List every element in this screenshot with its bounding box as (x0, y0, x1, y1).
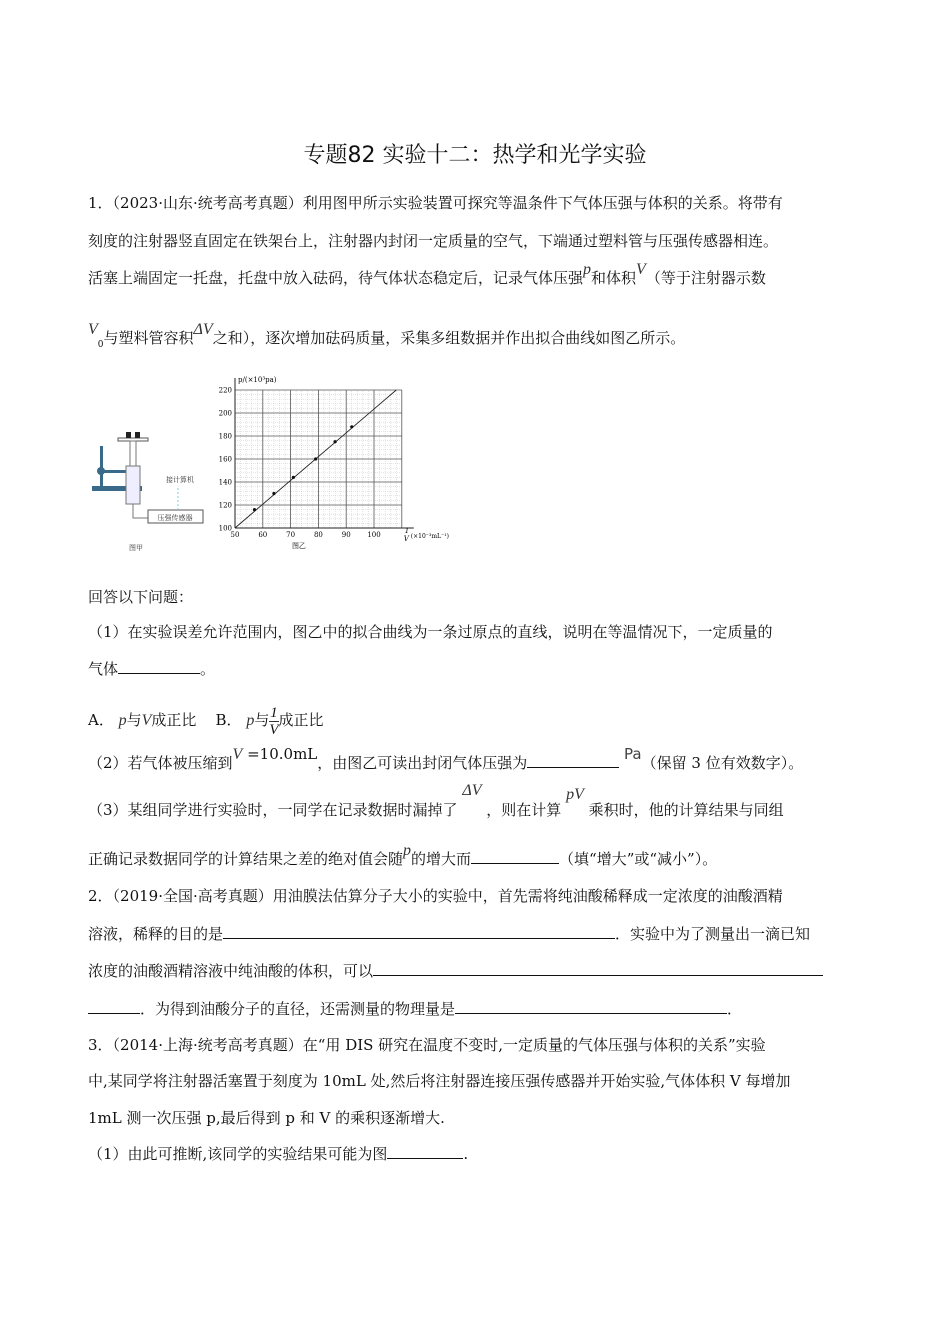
x-axis-label-num: 1 (404, 527, 410, 535)
text: 气体 (88, 660, 119, 678)
text: （保留 3 位有效数字）。 (641, 754, 804, 772)
answer-blank[interactable] (223, 923, 615, 939)
y-tick-label: 120 (218, 501, 232, 510)
fig-jia-caption: 图甲 (129, 544, 143, 552)
x-tick-label: 60 (258, 531, 268, 539)
page-title: 专题82 实验十二：热学和光学实验 (303, 143, 647, 168)
text: 浓度的油酸酒精溶液中纯油酸的体积，可以 (88, 962, 374, 980)
options (88, 703, 324, 738)
y-tick-label: 220 (218, 386, 232, 395)
data-point (314, 457, 317, 460)
sub3-line1 (88, 782, 784, 821)
math-value: =10.0mL (242, 745, 318, 763)
text: 与 (126, 711, 142, 729)
sub2 (88, 745, 804, 774)
answer-blank[interactable] (373, 960, 823, 976)
y-tick-label: 200 (218, 409, 232, 418)
x-tick-label: 100 (367, 531, 381, 539)
numerator: 1 (270, 704, 278, 721)
y-axis-label: p/(×10³pa) (238, 376, 277, 384)
text: 乘积时，他的计算结果与同组 (588, 801, 784, 819)
denominator: V (269, 721, 279, 738)
text: . (463, 1145, 469, 1163)
x-tick-label: 90 (341, 531, 351, 539)
math-V: V (232, 746, 243, 763)
math-dV: ΔV (193, 321, 213, 338)
q3-line2: 中,某同学将注射器活塞置于刻度为 10mL 处,然后将注射器连接压强传感器并开始实验,气体体积 V 每增加 (88, 1072, 791, 1090)
math-V0: V (88, 321, 98, 338)
fraction (269, 705, 278, 738)
x-axis-label-den: V (403, 535, 409, 543)
plunger (130, 441, 136, 466)
math-p: p (403, 842, 412, 859)
text: 溶液，稀释的目的是 (88, 925, 224, 943)
option-a-label: A． (88, 711, 114, 729)
text: 与塑料管容积 (103, 329, 194, 347)
sensor-label: 压强传感器 (157, 514, 193, 522)
text: 成正比 (151, 711, 197, 729)
q3-sub1 (88, 1143, 468, 1164)
fig-yi-caption: 图乙 (291, 542, 306, 550)
text: ，则在计算 (486, 801, 562, 819)
text: ，由图乙可读出封闭气体压强为 (317, 754, 528, 772)
math-V: V (141, 712, 152, 729)
answer-blank[interactable] (387, 1143, 463, 1159)
math-sub: 0 (97, 340, 104, 350)
text: （3）某组同学进行实验时，一同学在记录数据时漏掉了 (88, 801, 458, 819)
q2-line4 (88, 998, 742, 1019)
x-tick-label: 70 (286, 531, 296, 539)
answer-blank[interactable] (471, 848, 559, 864)
math-p: p (583, 261, 592, 278)
answer-blank[interactable] (455, 998, 727, 1014)
y-tick-label: 140 (218, 478, 232, 487)
y-tick-label: 160 (218, 455, 232, 464)
text: （填“增大”或“减小”）。 (559, 850, 718, 868)
text: 活塞上端固定一托盘，托盘中放入砝码，待气体状态稳定后，记录气体压强 (88, 269, 584, 287)
q3-line1: 3．（2014·上海·统考高考真题）在“用 DIS 研究在温度不变时,一定质量的气体压强与体积的关系”实验 (88, 1036, 766, 1054)
text: （1）由此可推断,该同学的实验结果可能为图 (88, 1145, 388, 1163)
text: 。 (200, 660, 216, 678)
option-b-label: B． (215, 711, 242, 729)
text: （2）若气体被压缩到 (88, 754, 233, 772)
answer-blank[interactable] (527, 752, 619, 768)
computer-label: 接计算机 (166, 476, 194, 484)
text: ．为得到油酸分子的直径，还需测量的物理量是 (140, 1000, 456, 1018)
sub3-line2 (88, 842, 718, 870)
text: ． (727, 1000, 743, 1018)
x-axis-label-unit: (×10⁻³mL⁻¹) (410, 533, 449, 540)
chart-figure (219, 376, 449, 550)
sub1-line1: （1）在实验误差允许范围内，图乙中的拟合曲线为一条过原点的直线，说明在等温情况下，一定质量的 (88, 623, 773, 641)
data-point (272, 492, 275, 495)
text: 与 (254, 711, 270, 729)
q2-line1: 2．（2019·全国·高考真题）用油膜法估算分子大小的实验中，首先需将纯油酸稀释成一定浓度的油酸酒精 (88, 887, 783, 905)
q2-line2 (88, 923, 810, 944)
math-dV: ΔV (462, 782, 482, 799)
data-point (292, 476, 295, 479)
text: 的增大而 (411, 850, 472, 868)
text: 正确记录数据同学的计算结果之差的绝对值会随 (88, 850, 404, 868)
apparatus-figure (92, 432, 203, 552)
y-tick-label: 100 (218, 524, 232, 533)
math-p: p (118, 712, 127, 729)
q1-line3 (88, 261, 766, 289)
tube (133, 504, 148, 518)
weight (135, 432, 140, 438)
x-tick-label: 50 (230, 531, 240, 539)
weight (126, 432, 131, 438)
data-point (333, 440, 336, 443)
q1-line4 (88, 321, 686, 355)
x-tick-label: 80 (313, 531, 323, 539)
syringe (126, 466, 140, 504)
data-point (253, 508, 256, 511)
text: ．实验中为了测量出一滴已知 (615, 925, 811, 943)
q1-line1: 1．（2023·山东·统考高考真题）利用图甲所示实验装置可探究等温条件下气体压强与体积的关系。将带有 (88, 194, 783, 212)
q1-line2: 刻度的注射器竖直固定在铁架台上，注射器内封闭一定质量的空气，下端通过塑料管与压强传感器相连。 (88, 232, 779, 250)
figure (88, 360, 458, 560)
math-p: p (246, 712, 255, 729)
math-pV: pV (566, 786, 584, 803)
sub1-line2 (88, 658, 215, 679)
text: 之和），逐次增加砝码质量，采集多组数据并作出拟合曲线如图乙所示。 (212, 329, 686, 347)
math-V: V (636, 261, 646, 278)
y-tick-label: 180 (218, 432, 232, 441)
answer-intro: 回答以下问题： (88, 588, 194, 606)
text: 成正比 (278, 711, 324, 729)
stand-rod (100, 446, 103, 488)
answer-blank[interactable] (88, 998, 140, 1014)
text: 和体积 (591, 269, 637, 287)
q3-line3: 1mL 测一次压强 p,最后得到 p 和 V 的乘积逐渐增大. (88, 1109, 445, 1127)
q2-line3 (88, 960, 823, 981)
answer-blank[interactable] (118, 658, 200, 674)
unit: Pa (624, 745, 642, 763)
clamp-arm (101, 470, 129, 473)
text: （等于注射器示数 (645, 269, 766, 287)
data-point (350, 425, 353, 428)
